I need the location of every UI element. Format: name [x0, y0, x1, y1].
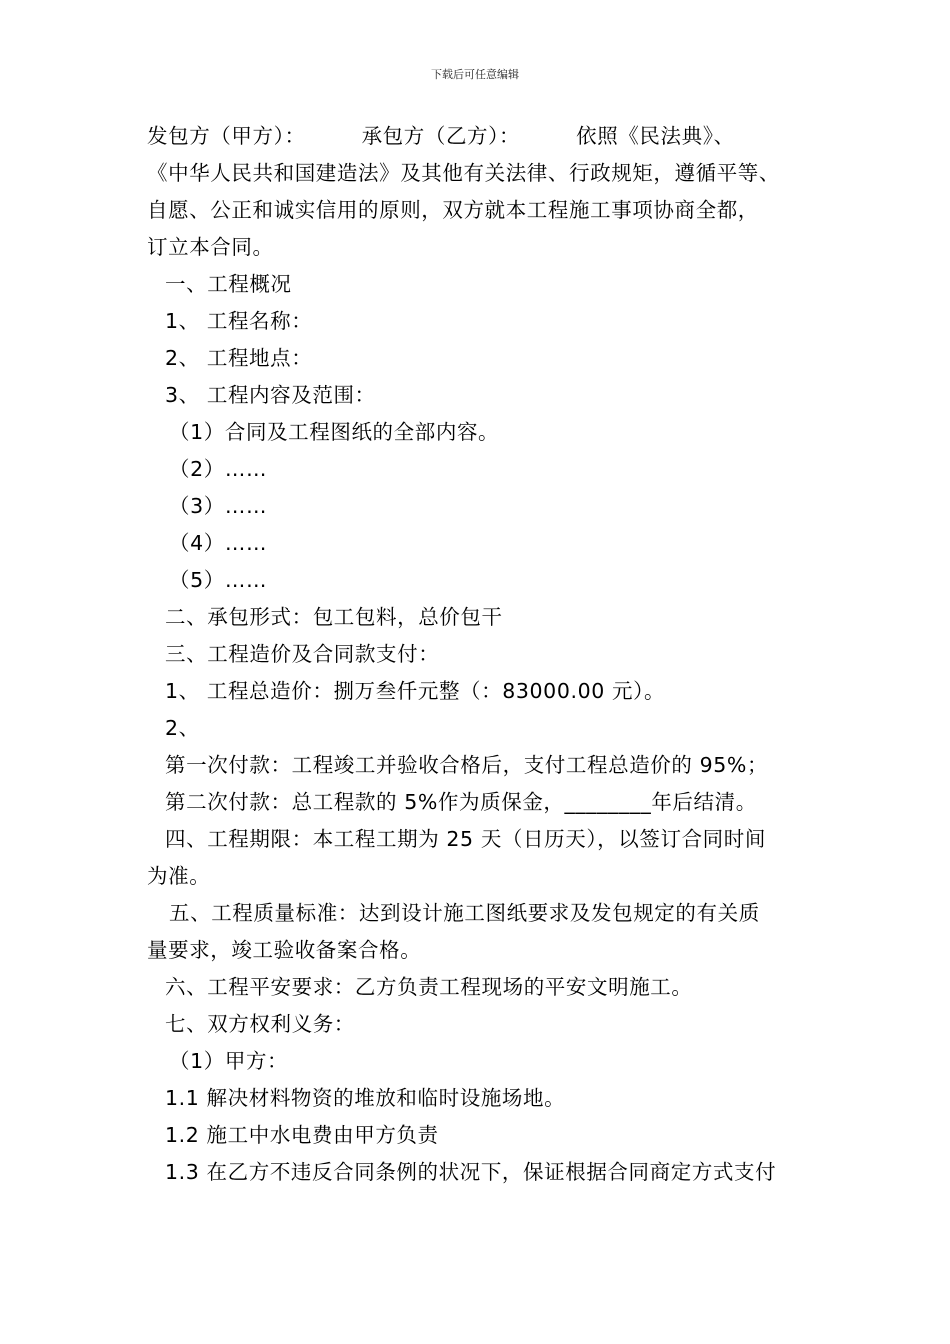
preamble-start: 依照《民法典》、: [576, 124, 735, 148]
continuation-line: 量要求，竣工验收备案合格。: [147, 938, 422, 962]
preamble-line: 自愿、公正和诚实信用的原则，双方就本工程施工事项协商全都，: [147, 198, 759, 222]
clause-line: 1、 工程名称：: [165, 309, 313, 333]
preamble-line: 订立本合同。: [147, 235, 274, 259]
section-heading: 三、工程造价及合同款支付：: [165, 642, 440, 666]
clause-line: 1.1 解决材料物资的堆放和临时设施场地。: [165, 1086, 566, 1110]
section-heading: 七、双方权利义务：: [165, 1012, 355, 1036]
sub-item: （4）……: [169, 531, 268, 555]
clause-line: 1.2 施工中水电费由甲方负责: [165, 1123, 439, 1147]
party-line: [147, 118, 827, 155]
section-heading: 五、工程质量标准：达到设计施工图纸要求及发包规定的有关质: [169, 901, 760, 925]
sub-item: （5）……: [169, 568, 268, 592]
clause-line: 1、 工程总造价：捌万叁仟元整（：83000.00 元）。: [165, 679, 666, 703]
sub-item: （1）甲方：: [169, 1049, 289, 1073]
section-heading: 六、工程平安要求：乙方负责工程现场的平安文明施工。: [165, 975, 693, 999]
sub-item: （3）……: [169, 494, 268, 518]
clause-line: 3、 工程内容及范围：: [165, 383, 376, 407]
continuation-line: 为准。: [147, 864, 211, 888]
payment-line: 第二次付款：总工程款的 5%作为质保金，________年后结清。: [165, 790, 757, 814]
sub-item: （1）合同及工程图纸的全部内容。: [169, 420, 500, 444]
section-heading: 四、工程期限：本工程工期为 25 天（日历天），以签订合同时间: [165, 827, 766, 851]
party-a-label: 发包方（甲方）：: [147, 124, 306, 148]
contract-body: [147, 118, 827, 1191]
section-heading: 一、工程概况: [165, 272, 292, 296]
clause-line: 2、 工程地点：: [165, 346, 313, 370]
clause-line: 2、: [165, 716, 200, 740]
payment-line: 第一次付款：工程竣工并验收合格后，支付工程总造价的 95%；: [165, 753, 769, 777]
section-heading: 二、承包形式：包工包料，总价包干: [165, 605, 503, 629]
party-b-label: 承包方（乙方）：: [361, 124, 521, 148]
sub-item: （2）……: [169, 457, 268, 481]
clause-line: 1.3 在乙方不违反合同条例的状况下，保证根据合同商定方式支付: [165, 1160, 777, 1184]
preamble-line: 《中华人民共和国建造法》及其他有关法律、行政规矩，遵循平等、: [147, 161, 780, 185]
page-header-note: 下载后可任意编辑: [431, 68, 519, 81]
